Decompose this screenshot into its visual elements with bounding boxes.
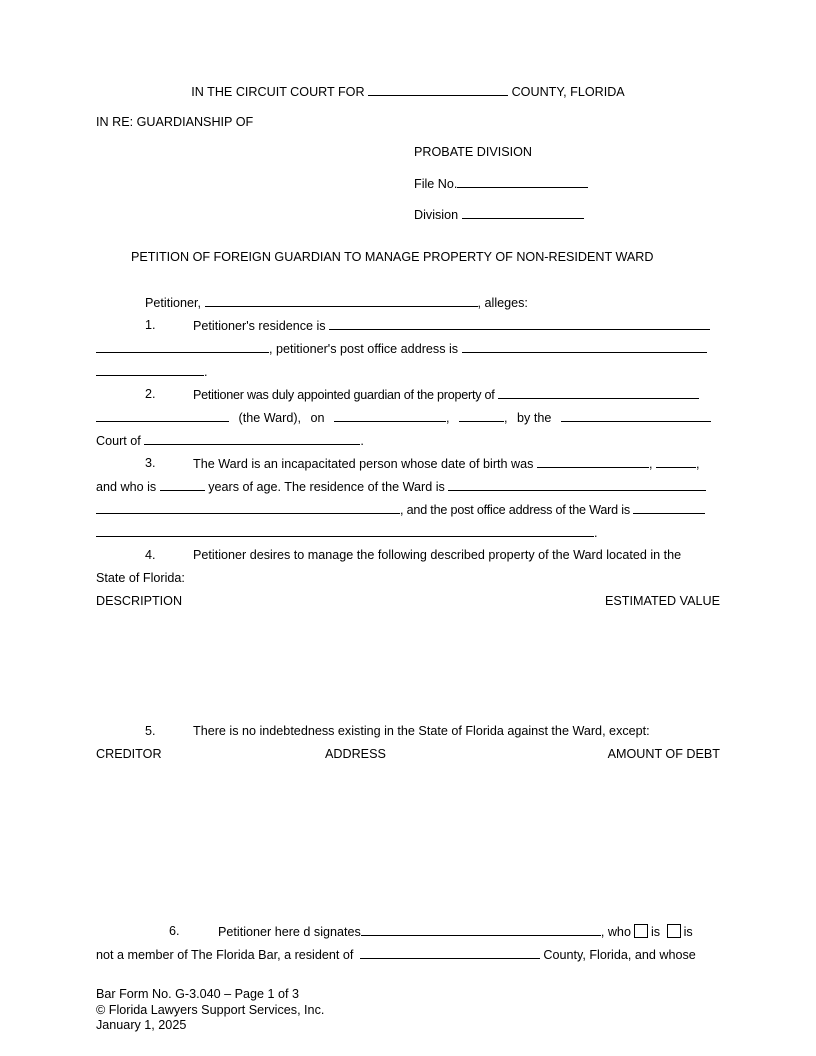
amount-of-debt-column-header: AMOUNT OF DEBT <box>607 747 720 761</box>
p3-line3: , and the post office address of the Ward is <box>96 501 705 518</box>
age-blank[interactable] <box>160 478 205 491</box>
copyright-notice: © Florida Lawyers Support Services, Inc. <box>96 1002 325 1017</box>
p4-line1: Petitioner desires to manage the following described property of the Ward located in the <box>193 548 682 562</box>
designee-county-blank[interactable] <box>360 946 540 959</box>
ward-po-address-blank-cont[interactable] <box>96 524 594 537</box>
p3-line1: The Ward is an incapacitated person whose date of birth was , , <box>193 457 700 471</box>
ward-po-address-blank[interactable] <box>633 501 705 514</box>
p5-number: 5. <box>145 724 156 738</box>
birth-date-blank[interactable] <box>537 455 649 468</box>
address-column-header: ADDRESS <box>325 747 386 761</box>
form-number: Bar Form No. G-3.040 – Page 1 of 3 <box>96 987 300 1001</box>
division-blank[interactable] <box>462 206 584 219</box>
appointment-year-blank[interactable] <box>459 409 504 422</box>
ward-residence-blank[interactable] <box>448 478 706 491</box>
p1-line1: Petitioner's residence is <box>193 317 710 334</box>
p3-line2: and who is years of age. The residence of the Ward is <box>96 478 706 495</box>
designee-name-blank[interactable] <box>361 923 601 936</box>
p2-line1: Petitioner was duly appointed guardian of the property of <box>193 386 699 403</box>
p2-line3: Court of . <box>96 434 364 448</box>
probate-division-label: PROBATE DIVISION <box>414 145 533 159</box>
p3-number: 3. <box>145 456 156 470</box>
p2-line2: (the Ward), on , , by the <box>96 409 711 426</box>
court-heading: IN THE CIRCUIT COURT FOR COUNTY, FLORIDA <box>191 85 625 99</box>
petitioner-name-blank[interactable] <box>205 294 478 307</box>
residence-blank-cont[interactable] <box>96 340 269 353</box>
document-title: PETITION OF FOREIGN GUARDIAN TO MANAGE PROPERTY OF NON-RESIDENT WARD <box>131 250 654 264</box>
ward-name-blank[interactable] <box>498 386 699 399</box>
p1-line2: , petitioner's post office address is <box>96 340 707 357</box>
estimated-value-column-header: ESTIMATED VALUE <box>605 594 720 608</box>
po-address-blank[interactable] <box>462 340 707 353</box>
ward-residence-blank-cont[interactable] <box>96 501 400 514</box>
in-re-label: IN RE: GUARDIANSHIP OF <box>96 115 254 129</box>
intro-line: Petitioner, , alleges: <box>145 296 528 310</box>
court-of-blank[interactable] <box>144 432 360 445</box>
division-field: Division <box>414 206 584 223</box>
file-no-field: File No. <box>414 175 588 192</box>
form-date: January 1, 2025 <box>96 1018 187 1032</box>
p4-line2: State of Florida: <box>96 571 185 585</box>
ward-name-blank-cont[interactable] <box>96 409 229 422</box>
creditor-column-header: CREDITOR <box>96 747 162 761</box>
appointment-date-blank[interactable] <box>334 409 446 422</box>
p6-number: 6. <box>169 924 180 938</box>
birth-year-blank[interactable] <box>656 455 696 468</box>
residence-blank[interactable] <box>329 317 710 330</box>
po-address-blank-cont[interactable] <box>96 363 204 376</box>
file-no-blank[interactable] <box>457 175 588 188</box>
p2-number: 2. <box>145 387 156 401</box>
appointing-court-blank[interactable] <box>561 409 711 422</box>
p5-line1: There is no indebtedness existing in the State of Florida against the Ward, except: <box>193 724 650 738</box>
p3-line4: . <box>96 524 598 541</box>
p6-line2: not a member of The Florida Bar, a resident of County, Florida, and whose <box>96 948 696 962</box>
p6-line1: Petitioner here d signates , who is is <box>218 925 693 939</box>
is-not-member-checkbox[interactable] <box>667 924 681 938</box>
county-blank[interactable] <box>368 83 508 96</box>
page-footer <box>96 987 324 1034</box>
p1-line3: . <box>96 363 208 380</box>
p1-number: 1. <box>145 318 156 332</box>
description-column-header: DESCRIPTION <box>96 594 183 608</box>
is-member-checkbox[interactable] <box>634 924 648 938</box>
p4-number: 4. <box>145 548 156 562</box>
